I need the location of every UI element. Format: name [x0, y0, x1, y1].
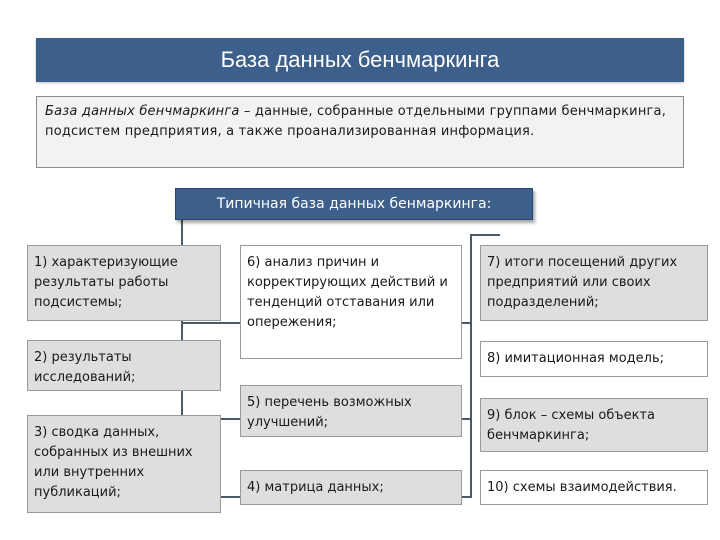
definition-term: База данных бенчмаркинга — [45, 104, 240, 119]
item-6-box: 6) анализ причин и корректирующих действий и тенденций отставания или опережения; — [240, 245, 462, 359]
page-title: База данных бенчмаркинга — [36, 38, 684, 82]
subtitle-box: Типичная база данных бенмаркинга: — [175, 188, 533, 220]
item-5-box: 5) перечень возможных улучшений; — [240, 385, 462, 437]
item-1-box: 1) характеризующие результаты работы подсистемы; — [27, 245, 221, 321]
definition-box — [36, 96, 684, 168]
item-3-box: 3) сводка данных, собранных из внешних или внутренних публикаций; — [27, 415, 221, 513]
item-2-box: 2) результаты исследований; — [27, 340, 221, 391]
connector-vertical-right — [470, 236, 472, 498]
item-9-box: 9) блок – схемы объекта бенчмаркинга; — [480, 398, 708, 452]
definition-text: – данные, собранные отдельными группами бенчмаркинга, подсистем предприятия, а также проанализированная информация. — [45, 104, 667, 139]
item-7-box: 7) итоги посещений других предприятий или своих подразделений; — [480, 245, 708, 321]
connector-top-right — [470, 234, 500, 236]
item-8-box: 8) имитационная модель; — [480, 341, 708, 377]
item-4-box: 4) матрица данных; — [240, 470, 462, 505]
item-10-box: 10) схемы взаимодействия. — [480, 470, 708, 505]
